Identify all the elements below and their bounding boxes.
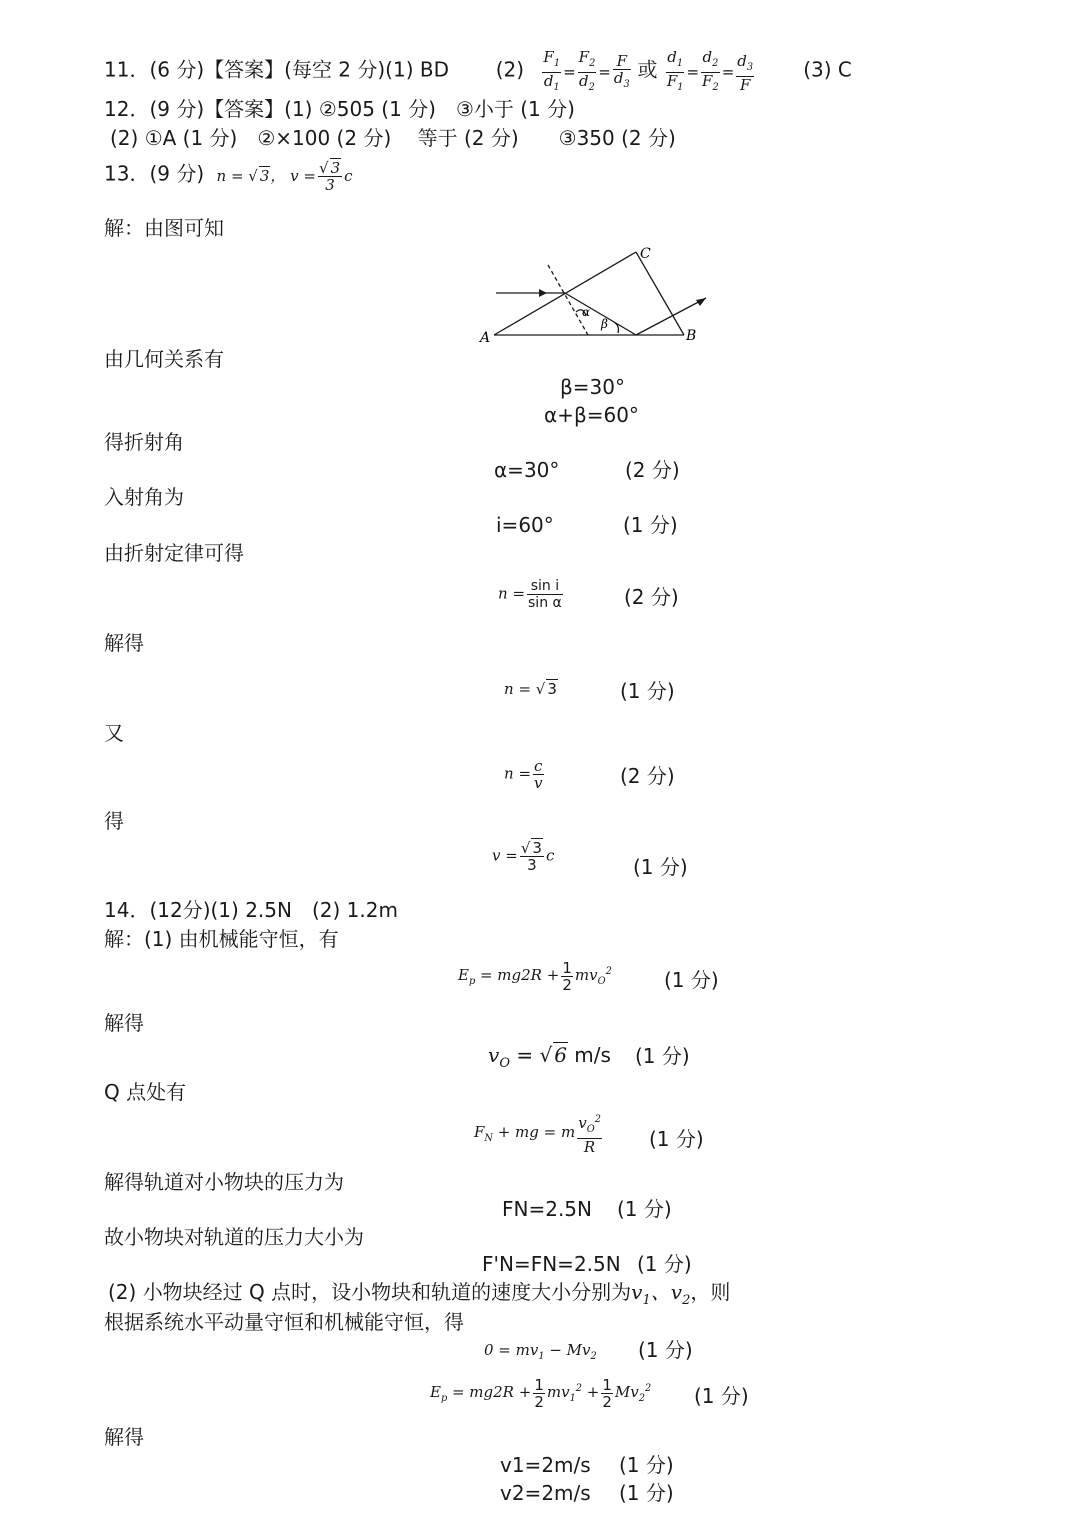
q14-eq-fn: FN=2.5N [502,1197,592,1221]
q13-you: 又 [104,721,124,745]
q11-fraction-chain-1: $\frac{F_1}{d_1}$ = $\frac{F_2}{d_2}$ = $\frac{F}{d_3}$ [543,48,630,93]
q13-geo-text: 由几何关系有 [104,347,224,371]
q11-part2: (2) [495,57,525,82]
q13-solve: 解：由图可知 [104,216,224,240]
q14-pressure: 解得轨道对小物块的压力为 [104,1170,344,1194]
q13-eq-ncv: n = $\frac{c}{v}$ [504,757,543,792]
q14-part2-line2: 根据系统水平动量守恒和机械能守恒，得 [104,1310,464,1334]
q12-line-2: (2) ①A (1 分) ②×100 (2 分) 等于 (2 分) ③350 (2 分) [110,126,676,150]
label-a: A [480,330,491,346]
prism-diagram [478,240,718,350]
q14-pressure2: 故小物块对轨道的压力大小为 [104,1225,364,1249]
q14-pts-5: (1 分) [637,1252,692,1276]
q14-pts-8: (1 分) [619,1453,674,1477]
q13-law-text: 由折射定律可得 [104,541,244,565]
q13-pts-v: (1 分) [633,855,688,879]
q13-pts-i: (1 分) [623,513,678,537]
q14-eq-fn2: F'N=FN=2.5N [482,1252,621,1276]
q12-line-1: 12．(9 分)【答案】(1) ②505 (1 分) ③小于 (1 分) [104,97,575,121]
q13-eq-i: i=60° [496,513,554,537]
q13-refraction-text: 得折射角 [104,430,184,454]
emergent-arrow-icon [696,298,706,306]
q14-eq-momentum: $0 = mv_1 - Mv_2$ [484,1341,597,1362]
q14-jiede: 解得 [104,1011,144,1035]
q14-pts-1: (1 分) [664,968,719,992]
label-beta: β [601,317,608,331]
q13-pts-ncv: (2 分) [620,764,675,788]
q11-answer-line [104,49,852,96]
q14-pts-7: (1 分) [694,1384,749,1408]
q14-pts-2: (1 分) [635,1044,690,1068]
q13-eq-n: n = √ 3 [504,680,557,698]
q13-pts-n: (1 分) [620,679,675,703]
label-c: C [640,246,651,262]
q13-pts-snell: (2 分) [624,585,679,609]
q14-qpoint: Q 点处有 [104,1080,187,1104]
q14-head: 14．(12分)(1) 2.5N (2) 1.2m [104,898,398,922]
q13-de: 得 [104,809,124,833]
q11-part3: (3) C [803,57,852,82]
q13-eq-alpha: α=30° [494,458,560,482]
q14-part2-line1: (2) 小物块经过 Q 点时，设小物块和轨道的速度大小分别为$v_1$、$v_2$，则 [108,1280,731,1308]
q14-eq-centripetal: $F_N$ + mg = m $\frac{v_O^2}{R}$ [474,1114,601,1156]
q13-eq-v: v = $\frac{√ 3}{3}$ c [492,839,555,874]
q14-eq-energy2: $E_p = mg2R$ + $\frac{1}{2}$ $mv_1^2$ + $\frac{1}{2}$ $Mv_2^2$ [430,1376,652,1411]
q13-jiede: 解得 [104,631,144,655]
q11-fraction-chain-2: $\frac{d_1}{F_1}$ = $\frac{d_2}{F_2}$ = $\frac{d_3}{F}$ [666,48,754,94]
q14-solve: 解：(1) 由机械能守恒，有 [104,927,339,951]
q11-head: 11．(6 分)【答案】(每空 2 分)(1) BD [104,57,449,82]
q13-eq-sum: α+β=60° [544,403,639,427]
q14-eq-v1: v1=2m/s [500,1453,591,1477]
q14-eq-v2: v2=2m/s [500,1481,591,1505]
q14-eq-vo: $v_O$ = √ 6 m/s [488,1043,611,1071]
q13-incidence-text: 入射角为 [104,485,184,509]
label-b: B [686,328,697,344]
q13-eq-snell: n = $\frac{\text{sin i}}{\text{sin α}}$ [498,578,562,611]
q14-jiede2: 解得 [104,1425,144,1449]
q14-pts-4: (1 分) [617,1197,672,1221]
q11-or: 或 [637,57,658,82]
incident-arrow-icon [539,289,547,297]
q13-eq-beta: β=30° [560,375,625,399]
q13-head: 13．(9 分) n = √ 3， v = $\frac{√ 3}{3}$ c [104,159,353,194]
label-alpha: α [582,305,591,319]
q13-pts-alpha: (2 分) [625,458,680,482]
q14-pts-9: (1 分) [619,1481,674,1505]
q14-eq-energy: $E_p = mg2R$ + $\frac{1}{2}$ $mv_O^2$ [458,959,612,994]
q14-pts-6: (1 分) [638,1338,693,1362]
q14-pts-3: (1 分) [649,1127,704,1151]
